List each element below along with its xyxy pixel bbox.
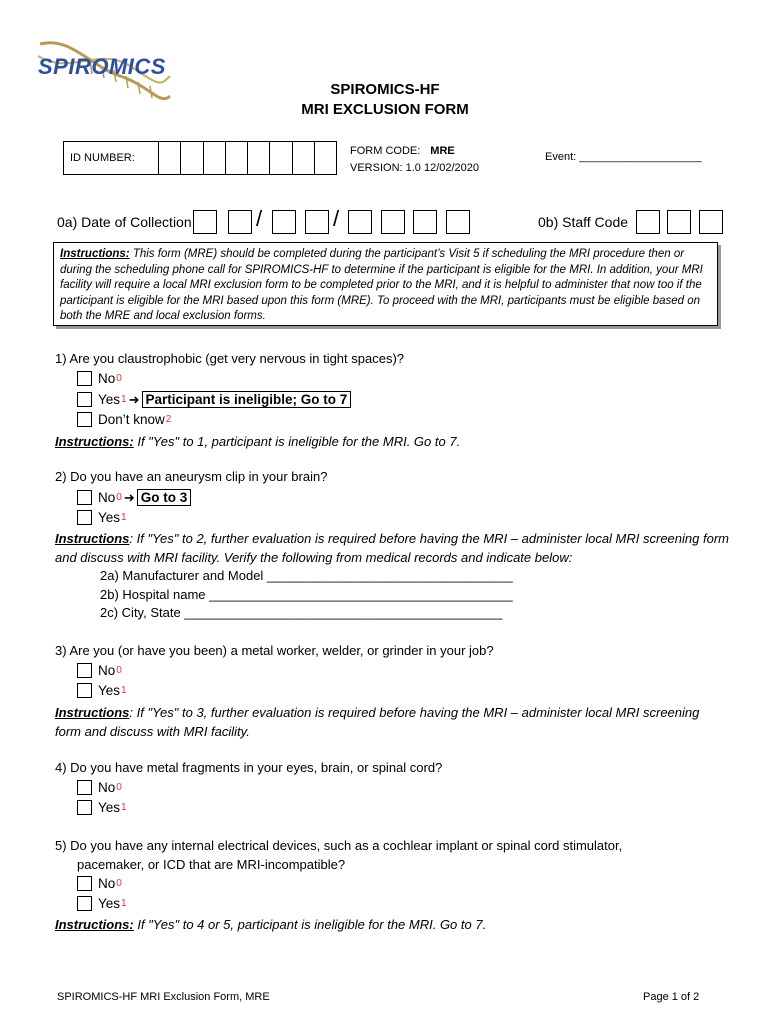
- id-digit-box[interactable]: [159, 142, 181, 174]
- form-code-value: MRE: [430, 145, 455, 157]
- form-code-block: [350, 143, 479, 177]
- form-title-line2: MRI EXCLUSION FORM: [301, 101, 469, 118]
- checkbox[interactable]: [77, 510, 92, 525]
- date-month-box[interactable]: [193, 210, 217, 234]
- checkbox[interactable]: [77, 412, 92, 427]
- footer-page-number: Page 1 of 2: [643, 991, 700, 1003]
- staff-code-label: 0b) Staff Code: [538, 214, 629, 230]
- id-digit-box[interactable]: [293, 142, 315, 174]
- date-year-box[interactable]: [348, 210, 372, 234]
- date-slash: /: [256, 206, 263, 231]
- q3-option-no[interactable]: No 0: [77, 663, 122, 678]
- date-year-box[interactable]: [446, 210, 470, 234]
- question-5-line1: 5) Do you have any internal electrical devices, such as a cochlear implant or spinal cord stimulator,: [55, 838, 623, 853]
- instructions-box: [53, 242, 718, 326]
- arrow-right-icon: ➜: [123, 489, 135, 505]
- checkbox[interactable]: [77, 683, 92, 698]
- arrow-right-icon: ➜: [128, 391, 140, 407]
- date-month-box[interactable]: [228, 210, 252, 234]
- id-digit-box[interactable]: [248, 142, 270, 174]
- staff-code-box[interactable]: [667, 210, 691, 234]
- q3-instructions: Instructions: If "Yes" to 3, further evaluation is required before having the MRI – administer local MRI screening form and discuss with MRI facility.: [55, 705, 700, 739]
- form-title-line1: SPIROMICS-HF: [330, 81, 440, 98]
- q2-option-yes[interactable]: Yes 1: [77, 510, 127, 525]
- q4-option-yes[interactable]: Yes 1: [77, 800, 127, 815]
- date-year-box[interactable]: [381, 210, 405, 234]
- q1-option-yes[interactable]: Yes 1 ➜ Participant is ineligible; Go to 7: [77, 391, 351, 408]
- q2-instructions: Instructions: If "Yes" to 2, further evaluation is required before having the MRI – administer local MRI screening form and discuss with MRI facility. Verify the following from medical records and indicate below:: [55, 531, 729, 565]
- q5-instructions: Instructions: If "Yes" to 4 or 5, participant is ineligible for the MRI. Go to 7.: [55, 917, 487, 932]
- q4-option-no[interactable]: No 0: [77, 780, 122, 795]
- checkbox[interactable]: [77, 876, 92, 891]
- checkbox[interactable]: [77, 371, 92, 386]
- id-digit-box[interactable]: [204, 142, 226, 174]
- q3-option-yes[interactable]: Yes 1: [77, 683, 127, 698]
- skip-note: Participant is ineligible; Go to 7: [142, 391, 352, 408]
- q5-option-no[interactable]: No 0: [77, 876, 122, 891]
- id-digit-box[interactable]: [226, 142, 248, 174]
- checkbox[interactable]: [77, 800, 92, 815]
- date-day-box[interactable]: [305, 210, 329, 234]
- id-digit-box[interactable]: [181, 142, 203, 174]
- instructions-heading: Instructions:: [60, 248, 130, 260]
- id-digit-box[interactable]: [315, 142, 336, 174]
- q2a-manufacturer-field[interactable]: 2a) Manufacturer and Model __________________________________: [100, 568, 513, 583]
- date-year-box[interactable]: [413, 210, 437, 234]
- form-version: VERSION: 1.0 12/02/2020: [350, 162, 480, 174]
- skip-note: Go to 3: [137, 489, 192, 506]
- form-code-label: FORM CODE:: [350, 145, 421, 157]
- id-number-label: ID NUMBER:: [64, 142, 159, 174]
- question-4: 4) Do you have metal fragments in your eyes, brain, or spinal cord?: [55, 760, 443, 775]
- q2b-hospital-field[interactable]: 2b) Hospital name __________________________________________: [100, 587, 513, 602]
- staff-code-box[interactable]: [636, 210, 660, 234]
- checkbox[interactable]: [77, 490, 92, 505]
- checkbox[interactable]: [77, 392, 92, 407]
- q2-option-no[interactable]: No 0 ➜ Go to 3: [77, 489, 191, 506]
- q1-instructions: Instructions: If "Yes" to 1, participant is ineligible for the MRI. Go to 7.: [55, 434, 461, 449]
- id-number-field: [63, 141, 337, 175]
- question-2: 2) Do you have an aneurysm clip in your brain?: [55, 469, 328, 484]
- question-3: 3) Are you (or have you been) a metal worker, welder, or grinder in your job?: [55, 643, 494, 658]
- checkbox[interactable]: [77, 780, 92, 795]
- q5-option-yes[interactable]: Yes 1: [77, 896, 127, 911]
- q2c-city-state-field[interactable]: 2c) City, State ____________________________________________: [100, 605, 503, 620]
- date-of-collection-label: 0a) Date of Collection: [57, 214, 192, 230]
- id-digit-box[interactable]: [270, 142, 292, 174]
- date-slash: /: [333, 206, 340, 231]
- question-1: 1) Are you claustrophobic (get very nervous in tight spaces)?: [55, 351, 405, 366]
- event-field[interactable]: Event: ____________________: [545, 151, 702, 163]
- footer-form-name: SPIROMICS-HF MRI Exclusion Form, MRE: [57, 991, 270, 1003]
- q1-option-no[interactable]: No 0: [77, 371, 122, 386]
- question-5-line2: pacemaker, or ICD that are MRI-incompatible?: [77, 857, 346, 872]
- staff-code-box[interactable]: [699, 210, 723, 234]
- q1-option-dont-know[interactable]: Don’t know 2: [77, 412, 171, 427]
- date-day-box[interactable]: [272, 210, 296, 234]
- checkbox[interactable]: [77, 663, 92, 678]
- checkbox[interactable]: [77, 896, 92, 911]
- instructions-text: This form (MRE) should be completed during the participant’s Visit 5 if scheduling the MRI procedure then or during the scheduling phone call for SPIROMICS-HF to determine if the participant is eligible for the MRI. In addition, your MRI facility will require a local MRI exclusion form to be completed prior to the MRI, and it is helpful to administer that now too if the participant is eligible for the MRI based upon this form (MRE). To proceed with the MRI, participants must be eligible based on both the MRE and local exclusion forms.: [60, 248, 703, 323]
- logo-text: SPIROMICS: [38, 54, 166, 79]
